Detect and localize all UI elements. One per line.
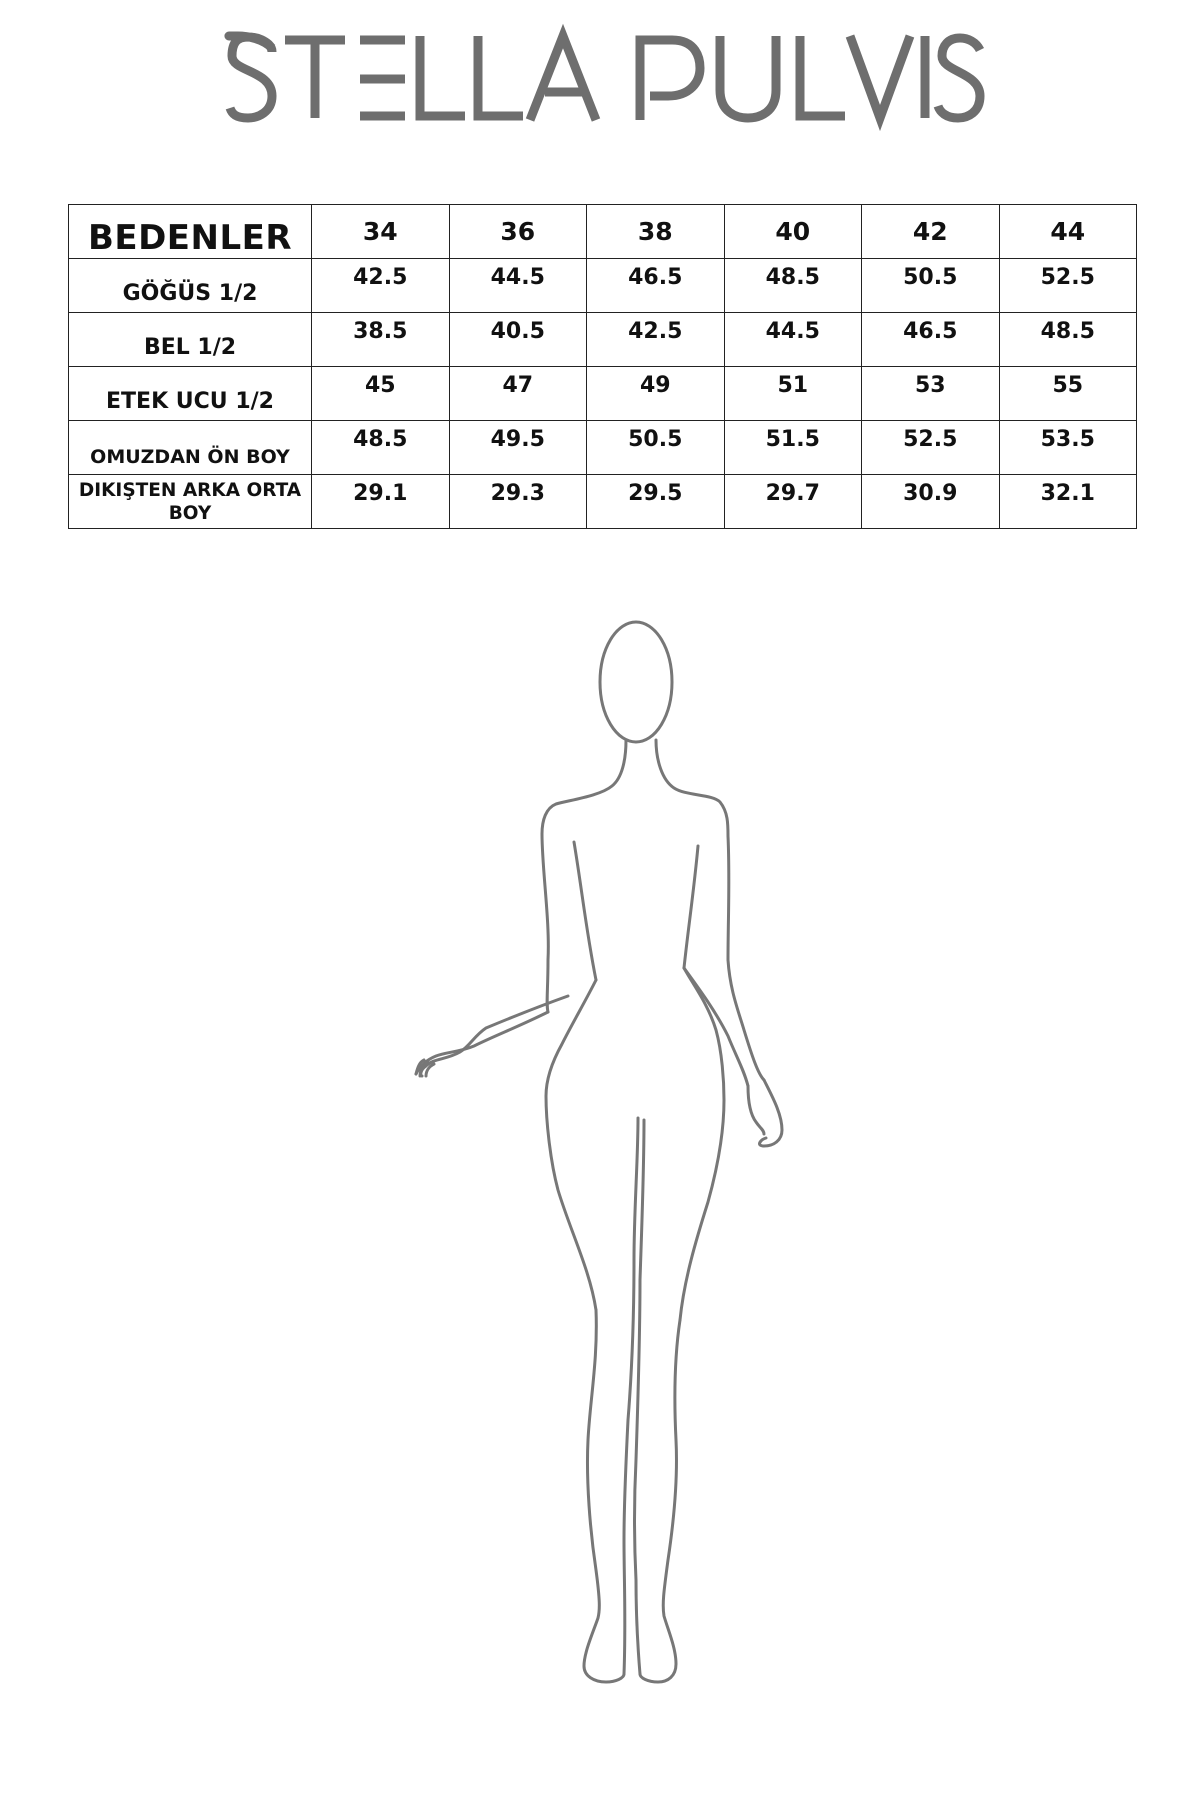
table-cell: 50.5 [587,421,725,475]
table-cell: 50.5 [862,259,1000,313]
table-cell: 42.5 [312,259,450,313]
size-chart-table [68,204,1137,529]
row-label: BEL 1/2 [69,313,312,367]
table-row [69,367,1137,421]
table-cell: 47 [449,367,587,421]
table-cell: 30.9 [862,475,1000,529]
table-cell: 46.5 [587,259,725,313]
row-label: DIKIŞTEN ARKA ORTA BOY [69,475,312,529]
table-cell: 49 [587,367,725,421]
table-cell: 48.5 [724,259,862,313]
size-header-cell: 40 [724,205,862,259]
table-cell: 45 [312,367,450,421]
table-cell: 29.1 [312,475,450,529]
table-row [69,313,1137,367]
table-cell: 55 [999,367,1137,421]
table-cell: 53 [862,367,1000,421]
row-label: GÖĞÜS 1/2 [69,259,312,313]
table-cell: 42.5 [587,313,725,367]
fashion-croquis-icon [0,600,1200,1800]
size-header-cell: 44 [999,205,1137,259]
table-cell: 29.3 [449,475,587,529]
table-cell: 29.7 [724,475,862,529]
table-cell: 40.5 [449,313,587,367]
table-cell: 32.1 [999,475,1137,529]
table-row [69,421,1137,475]
size-header-cell: 42 [862,205,1000,259]
table-cell: 48.5 [999,313,1137,367]
table-cell: 51.5 [724,421,862,475]
brand-logo [0,0,1200,160]
table-header-row [69,205,1137,259]
table-cell: 51 [724,367,862,421]
table-cell: 44.5 [724,313,862,367]
table-row [69,475,1137,529]
row-label: ETEK UCU 1/2 [69,367,312,421]
size-header-cell: 36 [449,205,587,259]
sizes-header-label: BEDENLER [69,205,312,259]
table-cell: 52.5 [862,421,1000,475]
croquis-outline [0,600,1200,1800]
table-row [69,259,1137,313]
table-cell: 29.5 [587,475,725,529]
brand-logo-mark [0,0,1200,160]
table-cell: 48.5 [312,421,450,475]
table-cell: 53.5 [999,421,1137,475]
table-cell: 44.5 [449,259,587,313]
size-header-cell: 38 [587,205,725,259]
size-header-cell: 34 [312,205,450,259]
table-cell: 46.5 [862,313,1000,367]
table-cell: 49.5 [449,421,587,475]
table-cell: 52.5 [999,259,1137,313]
table-cell: 38.5 [312,313,450,367]
row-label: OMUZDAN ÖN BOY [69,421,312,475]
